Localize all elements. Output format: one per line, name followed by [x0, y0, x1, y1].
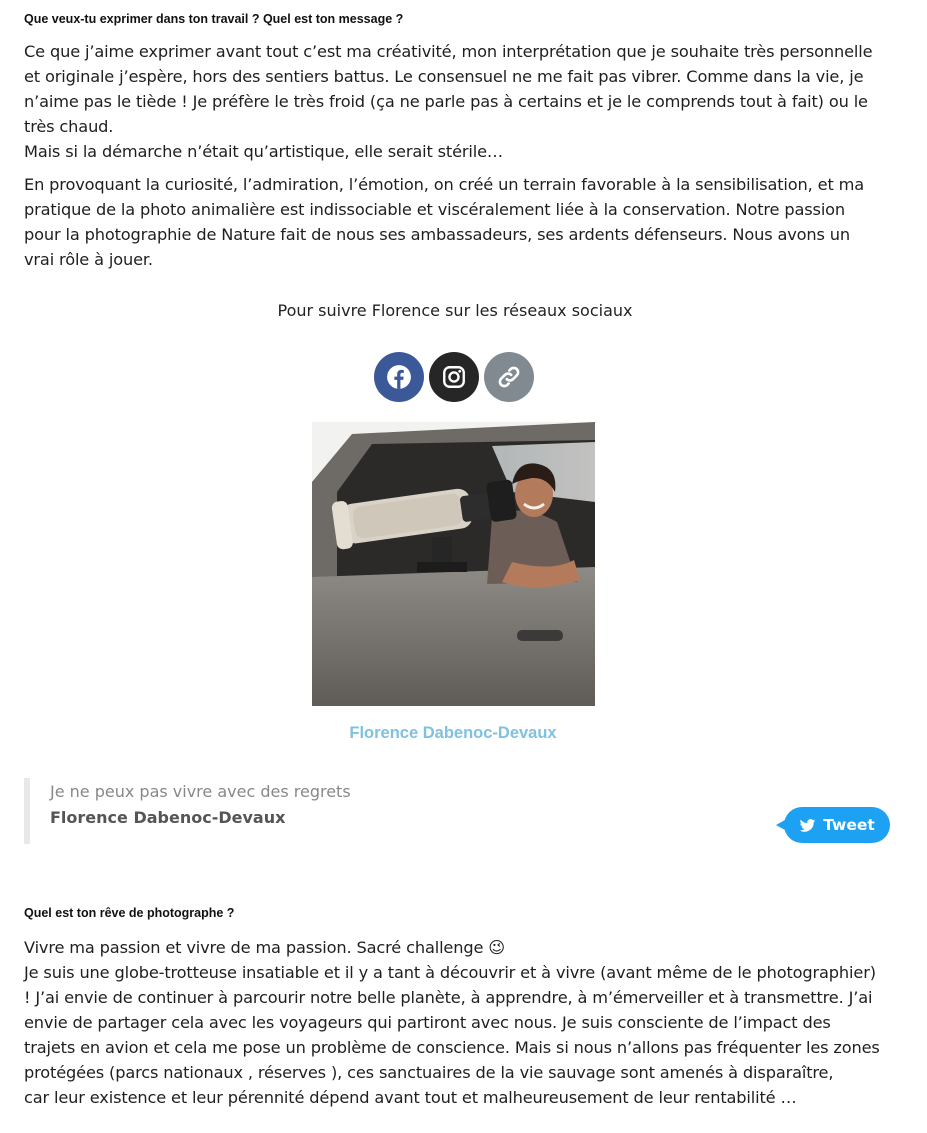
instagram-button[interactable]: [429, 352, 479, 402]
text-line: pratique de la photo animalière est indissociable et viscéralement liée à la conservation. Notre passion: [24, 200, 846, 219]
text-line: Je suis une globe-trotteuse insatiable et il y a tant à découvrir et à vivre (avant même de le photographier): [24, 963, 876, 982]
quote-author: Florence Dabenoc-Devaux: [50, 808, 286, 827]
section-heading-dream: Quel est ton rêve de photographe ?: [24, 906, 235, 920]
text-line: n’aime pas le tiède ! Je préfère le très froid (ça ne parle pas à certains et je le comprends tout à fait) ou le: [24, 92, 868, 111]
text-line: car leur existence et leur pérennité dépend avant tout et malheureusement de leur rentabilité …: [24, 1088, 797, 1107]
social-title: Pour suivre Florence sur les réseaux sociaux: [277, 301, 633, 320]
photo-caption: Florence Dabenoc-Devaux: [349, 724, 557, 742]
website-link-button[interactable]: [484, 352, 534, 402]
link-icon: [496, 364, 522, 390]
text-line: pour la photographie de Nature fait de nous ses ambassadeurs, ses ardents défenseurs. Nous avons un: [24, 225, 851, 244]
text-line: protégées (parcs nationaux , réserves ), ces sanctuaires de la vie sauvage sont amenés à disparaître,: [24, 1063, 834, 1082]
text-line: Mais si la démarche n’était qu’artistique, elle serait stérile…: [24, 142, 503, 161]
tweet-label: Tweet: [823, 816, 875, 834]
tweet-button[interactable]: [784, 807, 890, 843]
paragraph-creativity: [24, 39, 884, 164]
text-line: très chaud.: [24, 117, 114, 136]
portrait-photo: [312, 422, 595, 706]
text-line: En provoquant la curiosité, l’admiration, l’émotion, on créé un terrain favorable à la sensibilisation, et ma: [24, 175, 865, 194]
text-line: vrai rôle à jouer.: [24, 250, 153, 269]
text-line: ! J’ai envie de continuer à parcourir notre belle planète, à apprendre, à m’émerveiller et à transmettre. J’ai: [24, 988, 873, 1007]
instagram-icon: [441, 364, 467, 390]
text-line: envie de partager cela avec les voyageurs qui partiront avec nous. Je suis consciente de l’impact des: [24, 1013, 831, 1032]
facebook-button[interactable]: [374, 352, 424, 402]
quote-text: Je ne peux pas vivre avec des regrets: [50, 782, 351, 801]
text-line: et originale j’espère, hors des sentiers battus. Le consensuel ne me fait pas vibrer. Comme dans la vie, je: [24, 67, 864, 86]
blockquote: [24, 778, 890, 844]
text-line: Ce que j’aime exprimer avant tout c’est ma créativité, mon interprétation que je souhaite très personnelle: [24, 42, 873, 61]
paragraph-conservation: [24, 172, 884, 272]
text-line: Vivre ma passion et vivre de ma passion. Sacré challenge 😉: [24, 938, 505, 957]
twitter-icon: [799, 817, 816, 834]
section-heading-message: Que veux-tu exprimer dans ton travail ? Quel est ton message ?: [24, 12, 404, 26]
facebook-icon: [386, 364, 412, 390]
social-icons: [374, 352, 534, 402]
photographer-in-car-image: [312, 422, 595, 706]
paragraph-dream: [24, 935, 884, 1110]
text-line: trajets en avion et cela me pose un problème de conscience. Mais si nous n’allons pas fréquenter les zones: [24, 1038, 880, 1057]
